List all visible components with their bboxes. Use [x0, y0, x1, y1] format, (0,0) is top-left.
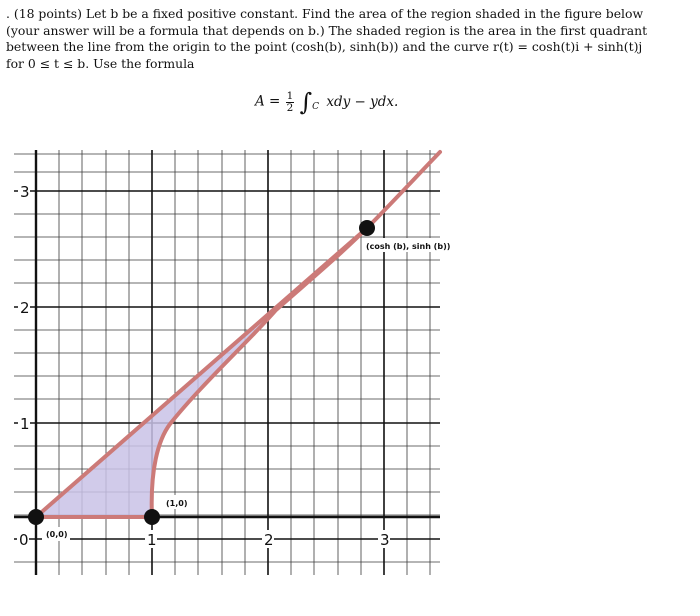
problem-line-3: between the line from the origin to the point (cosh(b), sinh(b)) and the curve r(t) = cosh(t)i + sinh(t)j [6, 39, 643, 54]
x-tick-0: 0 [19, 531, 29, 549]
y-tick-1: 1 [20, 415, 30, 433]
x-tick-3: 3 [380, 531, 390, 549]
problem-line-2: (your answer will be a formula that depends on b.) The shaded region is the area in the first quadrant [6, 22, 648, 38]
formula-integrand: xdy − ydx. [326, 93, 399, 110]
origin-label: (0,0) [46, 530, 68, 539]
x-tick-2: 2 [264, 531, 274, 549]
hyperbola-curve [152, 152, 440, 517]
radial-line [36, 228, 367, 517]
vertex-point [144, 509, 160, 525]
y-tick-2: 2 [20, 299, 30, 317]
fraction-denominator: 2 [286, 101, 294, 114]
x-tick-1: 1 [147, 531, 157, 549]
endpoint-label: (cosh (b), sinh (b)) [366, 242, 451, 251]
endpoint-point [359, 220, 375, 236]
vertex-label: (1,0) [166, 499, 188, 508]
problem-line-1: . (18 points) Let b be a fixed positive constant. Find the area of the region shaded in the figure below [6, 6, 644, 21]
boundary-curves [36, 152, 440, 517]
origin-point [28, 509, 44, 525]
integral-subscript: C [312, 102, 320, 113]
integral-sign: ∫ [299, 88, 313, 116]
y-tick-3: 3 [20, 183, 30, 201]
formula-lhs: A = [255, 93, 281, 110]
fraction-numerator: 1 [286, 89, 294, 102]
problem-line-4: for 0 ≤ t ≤ b. Use the formula [6, 55, 195, 71]
